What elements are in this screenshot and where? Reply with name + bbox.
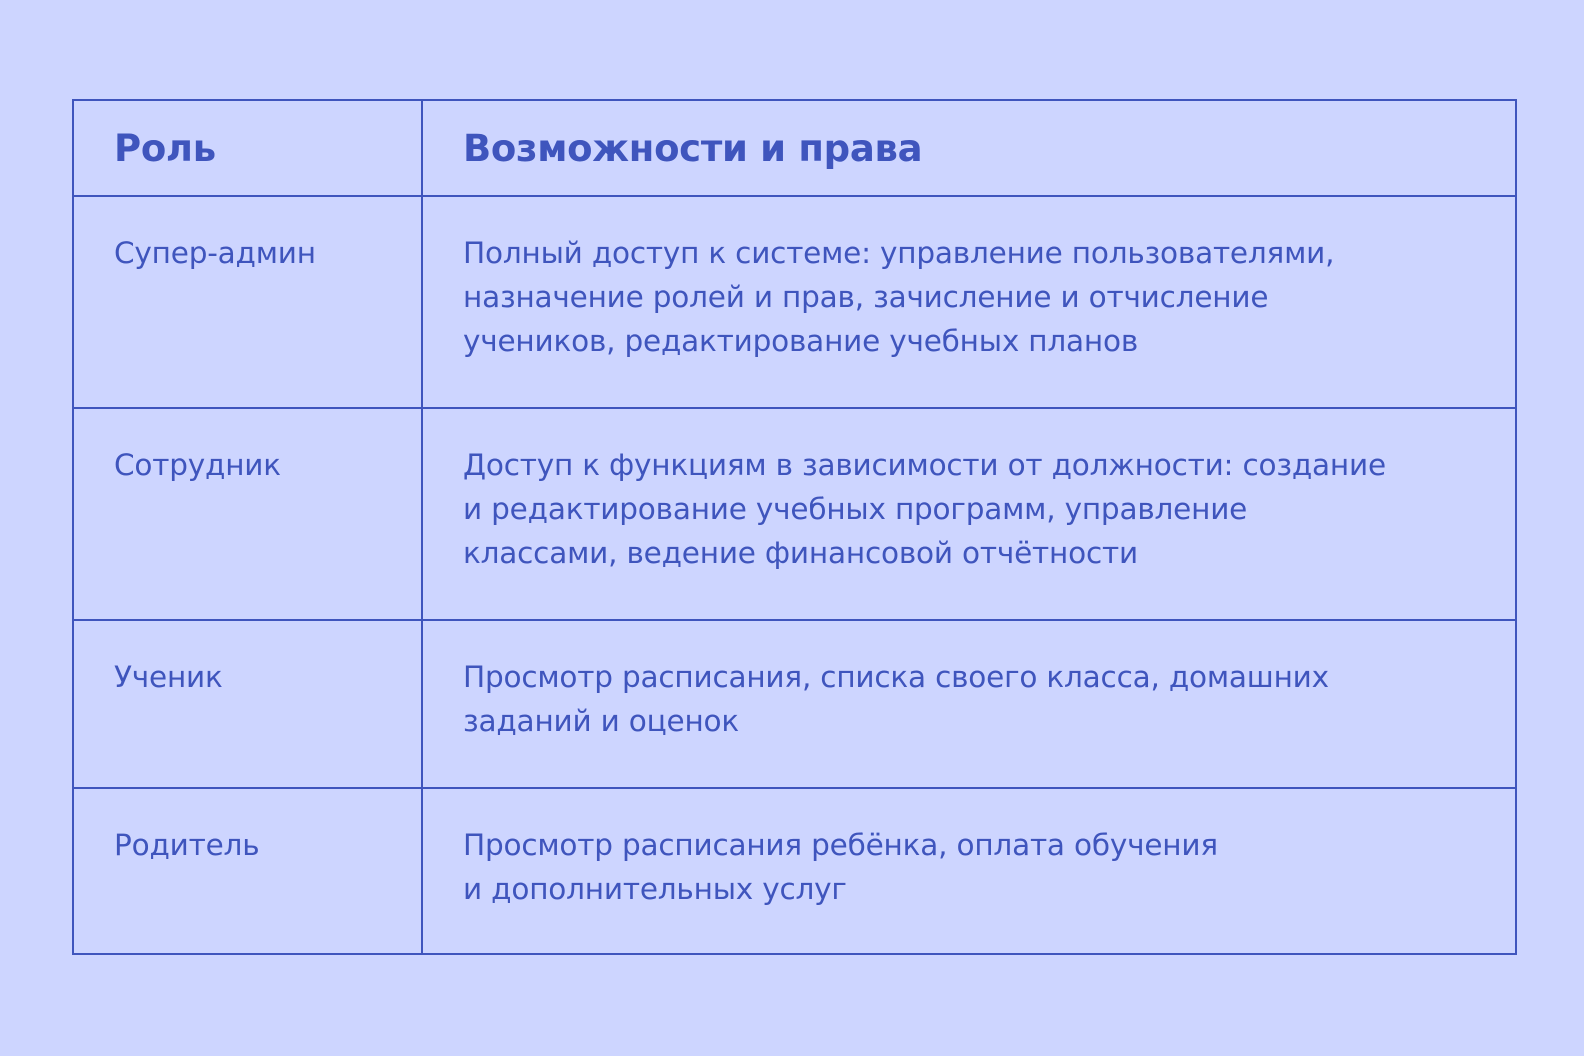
role-cell: Супер-админ <box>73 196 422 408</box>
permissions-line: Полный доступ к системе: управление пользователями, <box>463 236 1335 270</box>
permissions-line: назначение ролей и прав, зачисление и отчисление <box>463 280 1269 314</box>
permissions-line: и редактирование учебных программ, управление <box>463 492 1248 526</box>
table-row-student <box>73 620 1516 788</box>
table-header-row <box>73 100 1516 196</box>
permissions-line: классами, ведение финансовой отчётности <box>463 536 1138 570</box>
permissions-line: Просмотр расписания ребёнка, оплата обучения <box>463 828 1218 862</box>
permissions-line: заданий и оценок <box>463 704 740 738</box>
permissions-line: Доступ к функциям в зависимости от должности: создание <box>463 448 1386 482</box>
table-row-super-admin <box>73 196 1516 408</box>
permissions-line: Просмотр расписания, списка своего класса, домашних <box>463 660 1329 694</box>
permissions-cell <box>422 196 1516 408</box>
permissions-cell <box>422 620 1516 788</box>
permissions-line: учеников, редактирование учебных планов <box>463 324 1139 358</box>
role-cell: Ученик <box>73 620 422 788</box>
header-permissions: Возможности и права <box>422 100 1516 196</box>
role-cell: Сотрудник <box>73 408 422 620</box>
permissions-line: и дополнительных услуг <box>463 872 847 906</box>
table-row-employee <box>73 408 1516 620</box>
role-cell: Родитель <box>73 788 422 954</box>
roles-permissions-table <box>72 99 1517 955</box>
table-row-parent <box>73 788 1516 954</box>
header-role: Роль <box>73 100 422 196</box>
permissions-cell <box>422 408 1516 620</box>
permissions-cell <box>422 788 1516 954</box>
